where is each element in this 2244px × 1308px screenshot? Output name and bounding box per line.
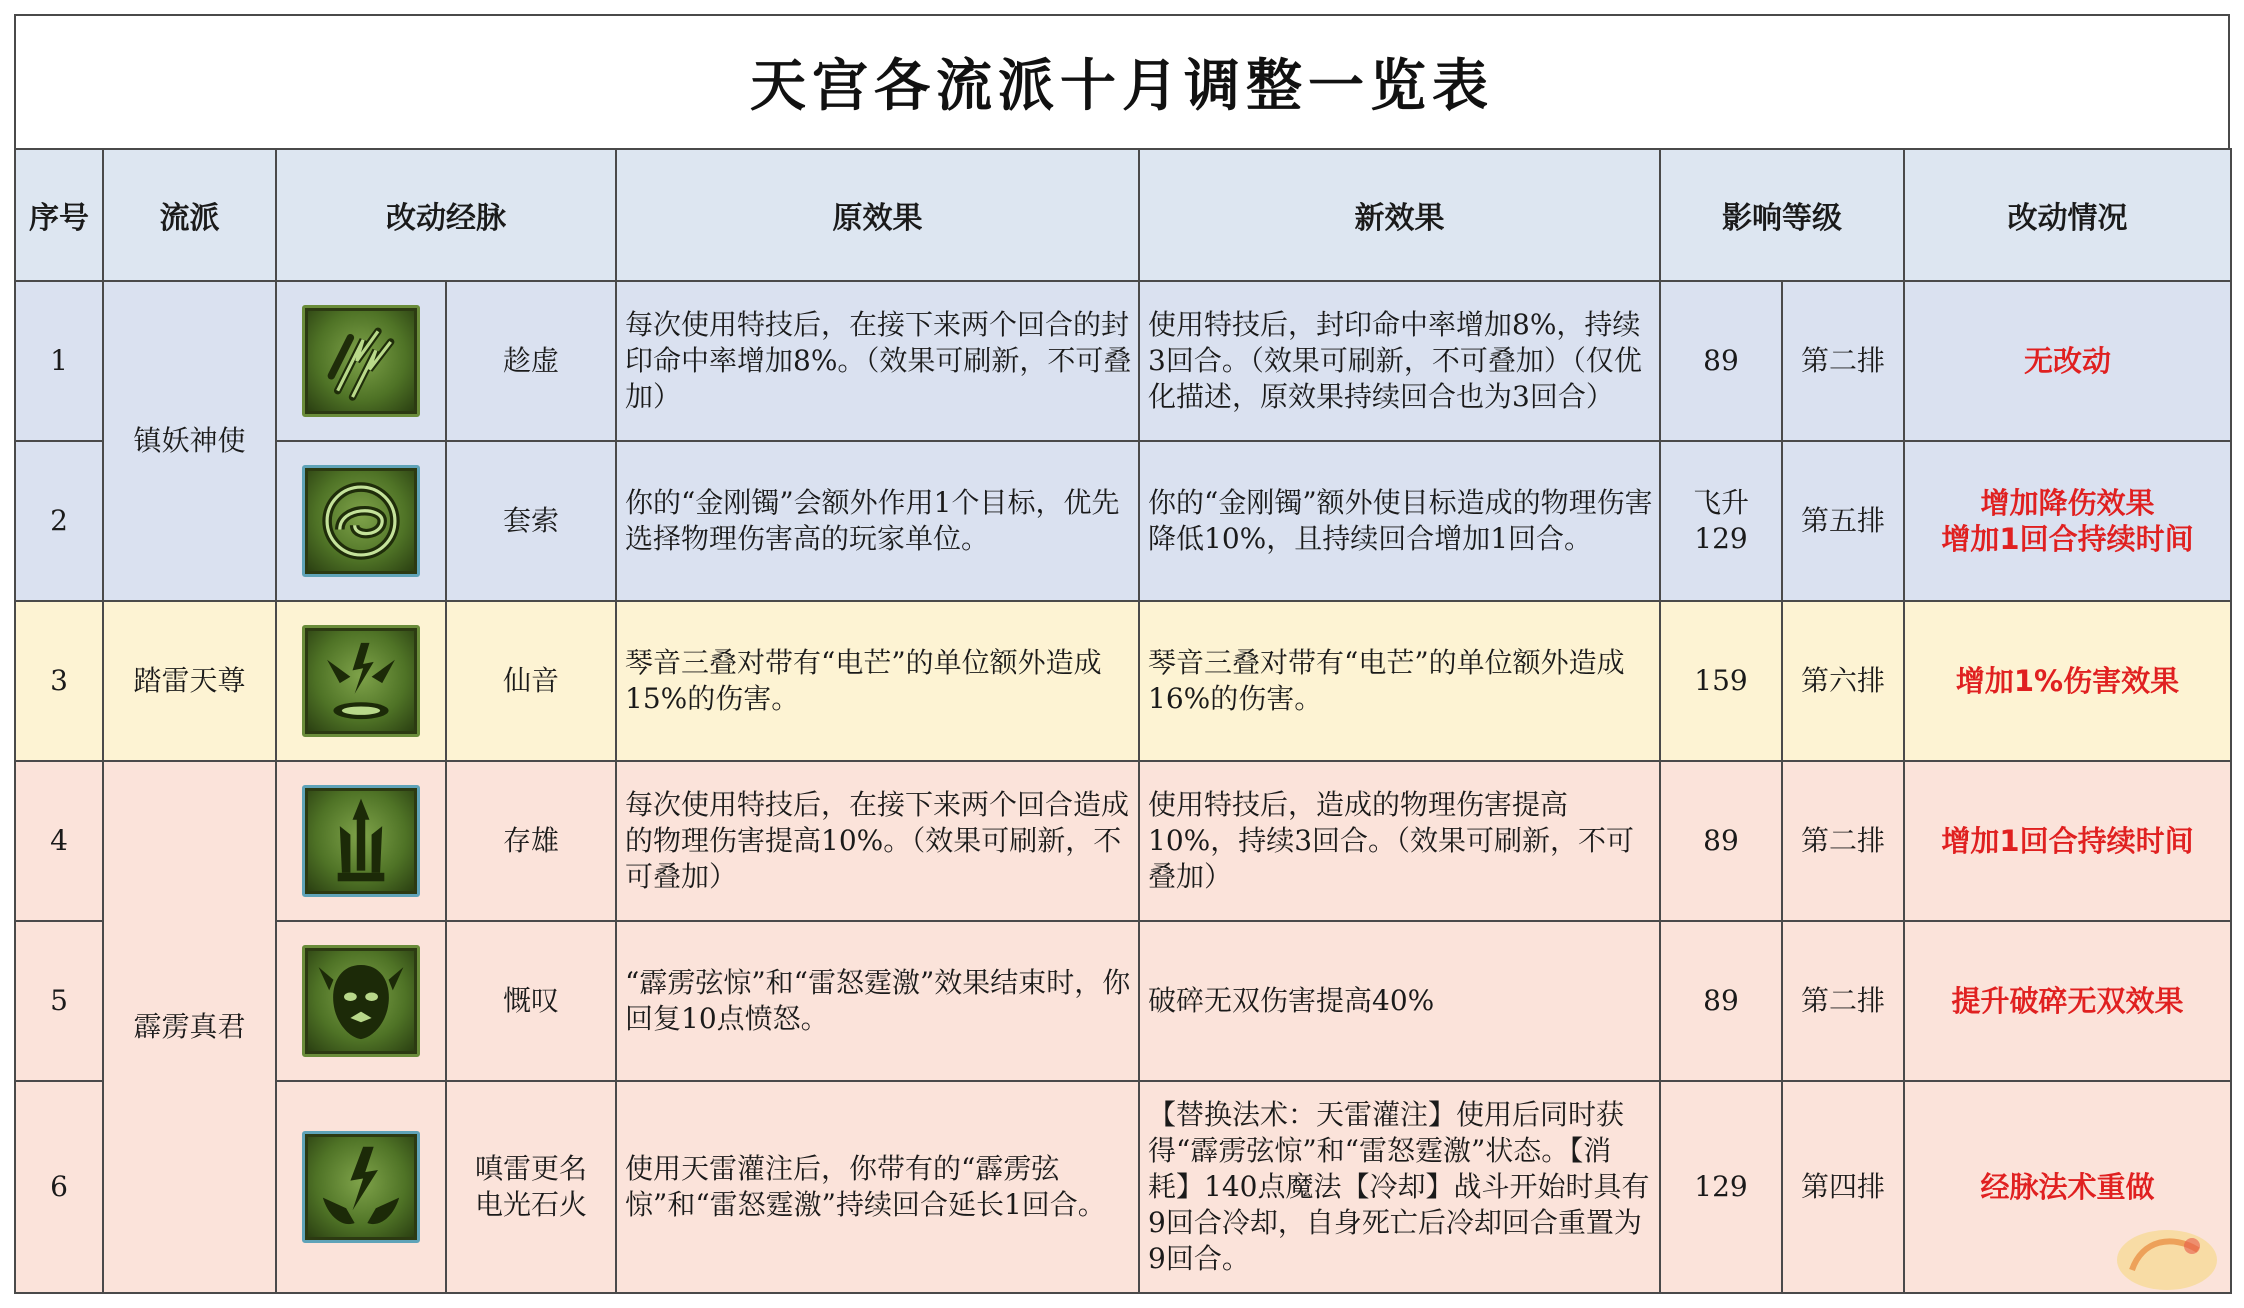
icon-cell [276, 441, 446, 601]
row-index: 1 [15, 281, 103, 441]
page-title: 天宫各流派十月调整一览表 [750, 54, 1494, 119]
header-level: 影响等级 [1660, 149, 1904, 281]
level-value: 159 [1660, 601, 1782, 761]
old-effect: 使用天雷灌注后，你带有的“霹雳弦惊”和“雷怒霆激”持续回合延长1回合。 [616, 1081, 1139, 1293]
table-row [15, 761, 2231, 921]
school-cell: 踏雷天尊 [103, 601, 276, 761]
school-cell: 镇妖神使 [103, 281, 276, 601]
row-index: 6 [15, 1081, 103, 1293]
new-effect: 使用特技后，造成的物理伤害提高10%，持续3回合。（效果可刷新，不可叠加） [1139, 761, 1660, 921]
row-position: 第六排 [1782, 601, 1904, 761]
row-index: 5 [15, 921, 103, 1081]
old-effect: 琴音三叠对带有“电芒”的单位额外造成15%的伤害。 [616, 601, 1139, 761]
row-position: 第二排 [1782, 761, 1904, 921]
school-cell: 霹雳真君 [103, 761, 276, 1293]
status-text: 增加降伤效果 增加1回合持续时间 [1904, 441, 2231, 601]
level-value: 飞升129 [1660, 441, 1782, 601]
icon-cell [276, 281, 446, 441]
header-index: 序号 [15, 149, 103, 281]
new-effect: 破碎无双伤害提高40% [1139, 921, 1660, 1081]
sword-flame-icon [302, 785, 420, 897]
thunder-burst-icon [302, 625, 420, 737]
table-row [15, 281, 2231, 441]
row-position: 第五排 [1782, 441, 1904, 601]
table-row [15, 441, 2231, 601]
header-new-effect: 新效果 [1139, 149, 1660, 281]
row-position: 第四排 [1782, 1081, 1904, 1293]
row-position: 第二排 [1782, 921, 1904, 1081]
skill-name: 存雄 [446, 761, 616, 921]
header-old-effect: 原效果 [616, 149, 1139, 281]
old-effect: 你的“金刚镯”会额外作用1个目标，优先选择物理伤害高的玩家单位。 [616, 441, 1139, 601]
watermark-logo [2112, 1220, 2222, 1300]
new-effect: 【替换法术：天雷灌注】使用后同时获得“霹雳弦惊”和“雷怒霆激”状态。【消耗】140点魔法【冷却】战斗开始时具有9回合冷却，自身死亡后冷却回合重置为9回合。 [1139, 1081, 1660, 1293]
demon-face-icon [302, 945, 420, 1057]
status-text: 经脉法术重做 [1904, 1081, 2231, 1293]
level-value: 89 [1660, 921, 1782, 1081]
status-text: 增加1回合持续时间 [1904, 761, 2231, 921]
new-effect: 使用特技后，封印命中率增加8%，持续3回合。（效果可刷新，不可叠加）（仅优化描述，原效果持续回合也为3回合） [1139, 281, 1660, 441]
row-index: 4 [15, 761, 103, 921]
table-row [15, 921, 2231, 1081]
skill-name: 慨叹 [446, 921, 616, 1081]
old-effect: 每次使用特技后，在接下来两个回合造成的物理伤害提高10%。（效果可刷新，不可叠加） [616, 761, 1139, 921]
skill-name: 仙音 [446, 601, 616, 761]
row-position: 第二排 [1782, 281, 1904, 441]
header-meridian: 改动经脉 [276, 149, 616, 281]
table-row [15, 601, 2231, 761]
header-status: 改动情况 [1904, 149, 2231, 281]
row-index: 2 [15, 441, 103, 601]
skill-name: 嗔雷更名 电光石火 [446, 1081, 616, 1293]
status-text: 增加1%伤害效果 [1904, 601, 2231, 761]
new-effect: 你的“金刚镯”额外使目标造成的物理伤害降低10%，且持续回合增加1回合。 [1139, 441, 1660, 601]
table-row [15, 1081, 2231, 1293]
icon-cell [276, 761, 446, 921]
level-value: 89 [1660, 281, 1782, 441]
skill-name: 套索 [446, 441, 616, 601]
lightning-hands-icon [302, 1131, 420, 1243]
title-row [14, 14, 2230, 148]
header-school: 流派 [103, 149, 276, 281]
icon-cell [276, 601, 446, 761]
claw-strike-icon [302, 305, 420, 417]
header-row [15, 149, 2231, 281]
level-value: 89 [1660, 761, 1782, 921]
status-text: 无改动 [1904, 281, 2231, 441]
skill-name: 趁虚 [446, 281, 616, 441]
ring-swirl-icon [302, 465, 420, 577]
status-text: 提升破碎无双效果 [1904, 921, 2231, 1081]
old-effect: 每次使用特技后，在接下来两个回合的封印命中率增加8%。（效果可刷新，不可叠加） [616, 281, 1139, 441]
new-effect: 琴音三叠对带有“电芒”的单位额外造成16%的伤害。 [1139, 601, 1660, 761]
icon-cell [276, 1081, 446, 1293]
adjustment-table [14, 148, 2232, 1294]
icon-cell [276, 921, 446, 1081]
level-value: 129 [1660, 1081, 1782, 1293]
sheet [14, 14, 2230, 1294]
row-index: 3 [15, 601, 103, 761]
old-effect: “霹雳弦惊”和“雷怒霆激”效果结束时，你回复10点愤怒。 [616, 921, 1139, 1081]
